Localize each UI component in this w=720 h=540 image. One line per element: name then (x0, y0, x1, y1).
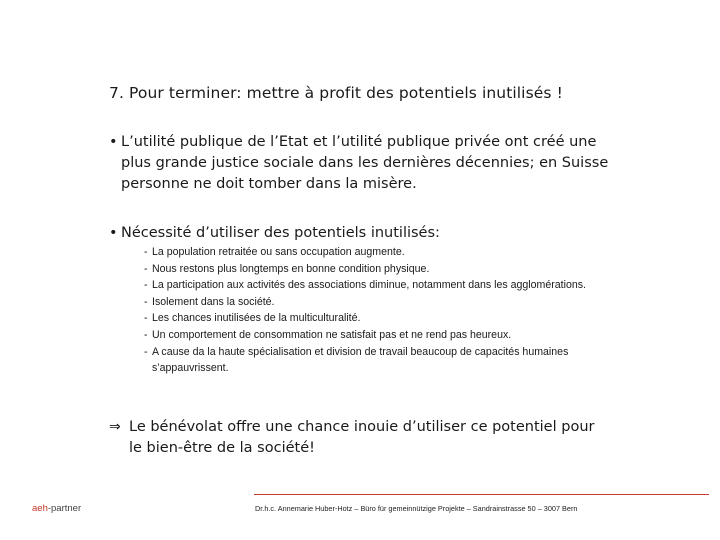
list-item: - A cause da la haute spécialisation et division de travail beaucoup de capacités humaines s’appauvrissent. (144, 344, 614, 377)
potential-reasons-list (144, 244, 614, 377)
conclusion-text: Le bénévolat offre une chance inouie d’utiliser ce potentiel pour le bien-être de la société! (129, 419, 595, 456)
bullet-untapped-potential (109, 223, 629, 244)
list-item: - Les chances inutilisées de la multiculturalité. (144, 310, 614, 327)
logo-partner: -partner (47, 503, 82, 514)
slide-title: 7. Pour terminer: mettre à profit des potentiels inutilisés ! (109, 84, 563, 102)
list-item: - Isolement dans la société. (144, 294, 614, 311)
logo-aeh: aeh (32, 503, 48, 514)
aeh-partner-logo (32, 503, 81, 514)
footer-address: Dr.h.c. Annemarie Huber-Hotz – Büro für gemeinnützige Projekte – Sandrainstrasse 50 – 3007 Bern (255, 504, 578, 513)
bullet-marker: • (109, 134, 118, 150)
bullet-public-utility (109, 132, 629, 195)
bullet-text: Nécessité d’utiliser des potentiels inutilisés: (121, 225, 440, 241)
bullet-marker: • (109, 225, 118, 241)
list-item: - Nous restons plus longtemps en bonne condition physique. (144, 261, 614, 278)
list-item: - La participation aux activités des associations diminue, notamment dans les agglomérations. (144, 277, 614, 294)
conclusion (109, 417, 609, 459)
list-item: - La population retraitée ou sans occupation augmente. (144, 244, 614, 261)
list-item: - Un comportement de consommation ne satisfait pas et ne rend pas heureux. (144, 327, 614, 344)
bullet-text: L’utilité publique de l’Etat et l’utilité publique privée ont créé une plus grande justice sociale dans les dernières décennies; en Suisse personne ne doit tomber dans la misère. (121, 134, 609, 192)
implies-arrow-icon: ⇒ (109, 419, 121, 435)
footer-divider (254, 494, 709, 495)
